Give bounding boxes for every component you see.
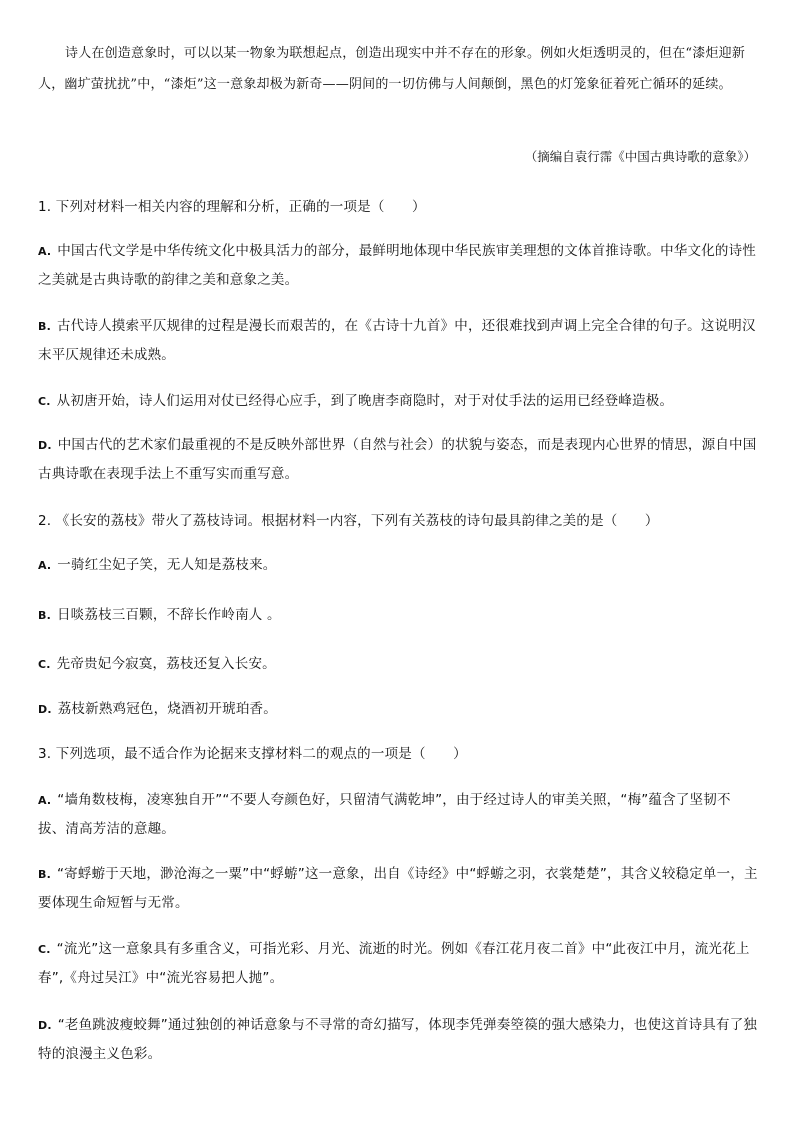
option-text: “寄蜉蝣于天地，渺沧海之一粟”中“蜉蝣”这一意象，出自《诗经》中“蜉蝣之羽，衣裳楚楚”，其含义较稳定单一，主要体现生命短暂与无常。 [38,866,758,911]
option-text: 中国古代的艺术家们最重视的不是反映外部世界（自然与社会）的状貌与姿态，而是表现内心世界的情思，源自中国古典诗歌在表现手法上不重写实而重写意。 [38,437,757,482]
option-text: 从初唐开始，诗人们运用对仗已经得心应手，到了晚唐李商隐时，对于对仗手法的运用已经登峰造极。 [56,393,674,409]
option-label: D. [38,439,52,452]
passage-text: 诗人在创造意象时，可以以某一物象为联想起点，创造出现实中并不存在的形象。例如火炬透明灵的，但在“漆炬迎新人，幽圹萤扰扰”中，“漆炬”这一意象却极为新奇——阴间的一切仿佛与人间颠倒，黑色的灯笼象征着死亡循环的延续。 [38,46,746,92]
question-3-option-a [38,786,758,844]
option-label: C. [38,658,51,671]
passage-source: （摘编自袁行霈《中国古典诗歌的意象》） [524,149,756,164]
option-label: C. [38,395,51,408]
question-2-option-c [38,650,758,679]
option-label: A. [38,794,52,807]
option-text: 荔枝新熟鸡冠色，烧酒初开琥珀香。 [57,701,277,717]
option-text: 先帝贵妃今寂寞，荔枝还复入长安。 [56,656,276,672]
question-2-stem: 2. 《长安的荔枝》带火了荔枝诗词。根据材料一内容，下列有关荔枝的诗句最具韵律之美的是（ ） [38,513,659,529]
question-1-option-a [38,237,758,295]
question-3-option-c [38,935,758,993]
option-text: “流光”这一意象具有多重含义，可指光彩、月光、流逝的时光。例如《春江花月夜二首》中“此夜江中月，流光花上春”,《舟过吴江》中“流光容易把人抛”。 [38,941,750,986]
question-2-option-b [38,601,758,630]
question-1-option-c [38,387,758,416]
option-label: B. [38,320,51,333]
question-1-stem: 1. 下列对材料一相关内容的理解和分析，正确的一项是（ ） [38,199,426,215]
option-label: A. [38,245,52,258]
option-text: 日啖荔枝三百颗，不辞长作岭南人 。 [56,607,281,623]
option-label: B. [38,609,51,622]
option-text: “墙角数枝梅，凌寒独自开”“不要人夸颜色好，只留清气满乾坤”，由于经过诗人的审美关照，“梅”蕴含了坚韧不拔、清高芳洁的意趣。 [38,792,731,837]
question-2-option-d [38,695,758,724]
option-text: “老鱼跳波瘦蛟舞”通过独创的神话意象与不寻常的奇幻描写，体现李凭弹奏箜篌的强大感染力，也使这首诗具有了独特的浪漫主义色彩。 [38,1017,758,1062]
question-1-option-d [38,431,758,489]
question-3-option-d [38,1011,758,1069]
option-label: D. [38,703,52,716]
option-label: A. [38,559,52,572]
option-label: D. [38,1019,52,1032]
option-label: B. [38,868,51,881]
option-text: 古代诗人摸索平仄规律的过程是漫长而艰苦的，在《古诗十九首》中，还很难找到声调上完全合律的句子。这说明汉末平仄规律还未成熟。 [38,318,756,363]
option-label: C. [38,943,51,956]
question-1-option-b [38,312,758,370]
question-2-option-a [38,551,758,580]
question-3-stem: 3. 下列选项，最不适合作为论据来支撑材料二的观点的一项是（ ） [38,746,467,762]
option-text: 中国古代文学是中华传统文化中极具活力的部分，最鲜明地体现中华民族审美理想的文体首推诗歌。中华文化的诗性之美就是古典诗歌的韵律之美和意象之美。 [38,243,756,288]
option-text: 一骑红尘妃子笑，无人知是荔枝来。 [57,557,277,573]
question-3-option-b [38,860,758,918]
